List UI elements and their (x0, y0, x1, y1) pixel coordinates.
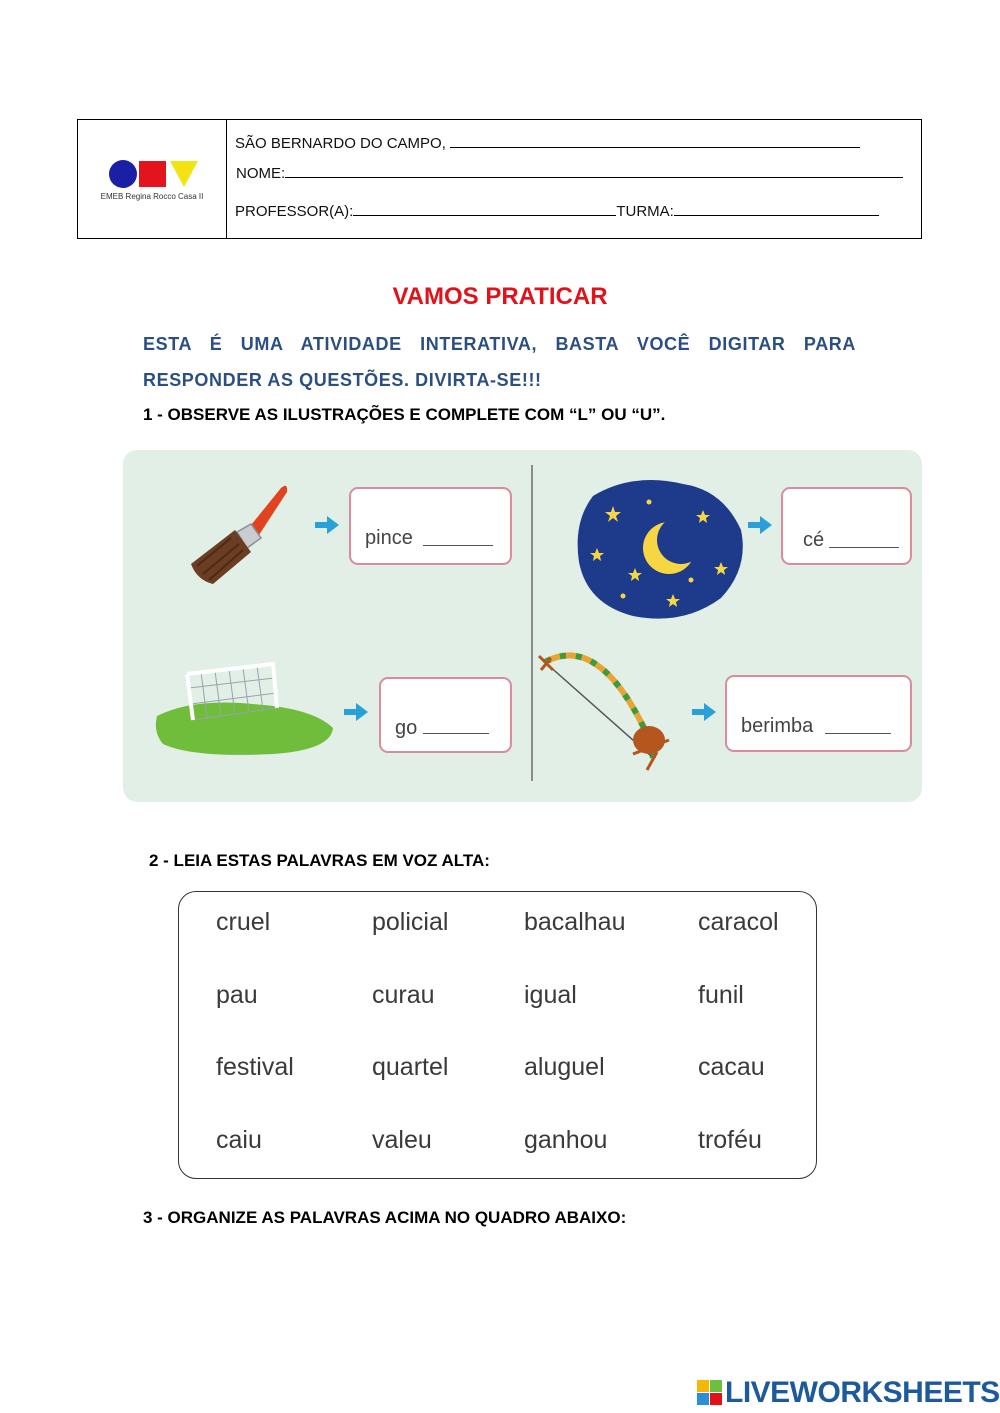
question-1-title: 1 - OBSERVE AS ILUSTRAÇÕES E COMPLETE COM “L” OU “U”. (143, 405, 666, 424)
question-2-title: 2 - LEIA ESTAS PALAVRAS EM VOZ ALTA: (149, 851, 490, 870)
name-field[interactable] (285, 164, 903, 178)
night-sky-icon (573, 476, 745, 622)
header-box (77, 119, 922, 239)
word-stem: cé (803, 529, 825, 551)
word-item: ganhou (524, 1126, 608, 1154)
word-list-box (178, 891, 817, 1179)
school-logo (78, 120, 227, 238)
word-item: troféu (698, 1126, 762, 1154)
name-line (236, 164, 903, 182)
word-item: caracol (698, 908, 779, 936)
teacher-label: PROFESSOR(A): (235, 203, 354, 220)
word-item: festival (216, 1053, 294, 1081)
berimbau-icon (537, 640, 697, 780)
word-item: policial (372, 908, 449, 936)
word-item: aluguel (524, 1053, 605, 1081)
city-label: SÃO BERNARDO DO CAMPO, (235, 135, 451, 152)
word-item: quartel (372, 1053, 449, 1081)
blank-line (423, 733, 489, 734)
intro-line-2: RESPONDER AS QUESTÕES. DIVIRTA-SE!!! (143, 370, 542, 390)
answer-box-berimbau[interactable] (725, 675, 912, 752)
name-label: NOME: (236, 165, 286, 182)
answer-box-gol[interactable] (379, 677, 512, 753)
word-stem: pince (365, 527, 413, 549)
date-field[interactable] (450, 134, 860, 148)
word-stem: berimba (741, 715, 814, 737)
word-item: cruel (216, 908, 271, 936)
word-item: caiu (216, 1126, 262, 1154)
class-field[interactable] (674, 202, 879, 216)
teacher-field[interactable] (353, 202, 616, 216)
soccer-goal-icon (153, 658, 338, 758)
arrow-right-icon (344, 703, 368, 721)
teacher-class-line (235, 202, 879, 220)
word-item: bacalhau (524, 908, 626, 936)
school-name: EMEB Regina Rocco Casa II (100, 192, 204, 201)
blank-line (829, 547, 899, 548)
blank-line (825, 733, 891, 734)
answer-box-pincel[interactable] (349, 487, 512, 565)
question-3-title: 3 - ORGANIZE AS PALAVRAS ACIMA NO QUADRO ABAIXO: (143, 1208, 627, 1227)
liveworksheets-wordmark: LIVEWORKSHEETS (725, 1376, 1000, 1409)
class-label: TURMA: (616, 203, 674, 220)
lws-badge-icon (697, 1380, 723, 1406)
blank-line (423, 545, 493, 546)
city-date-line (235, 134, 860, 152)
panel-divider (531, 465, 533, 781)
arrow-right-icon (315, 516, 339, 534)
word-stem: go (395, 717, 418, 739)
page-title: VAMOS PRATICAR (392, 283, 608, 310)
answer-box-ceu[interactable] (781, 487, 912, 565)
word-item: curau (372, 981, 435, 1009)
paintbrush-icon (185, 480, 295, 590)
word-item: funil (698, 981, 744, 1009)
intro-line-1: ESTA É UMA ATIVIDADE INTERATIVA, BASTA VOCÊ DIGITAR PARA (143, 334, 856, 354)
arrow-right-icon (692, 703, 716, 721)
word-item: igual (524, 981, 577, 1009)
word-item: pau (216, 981, 258, 1009)
arrow-right-icon (748, 516, 772, 534)
word-item: cacau (698, 1053, 765, 1081)
word-item: valeu (372, 1126, 432, 1154)
school-logo-shapes-icon (108, 158, 198, 190)
